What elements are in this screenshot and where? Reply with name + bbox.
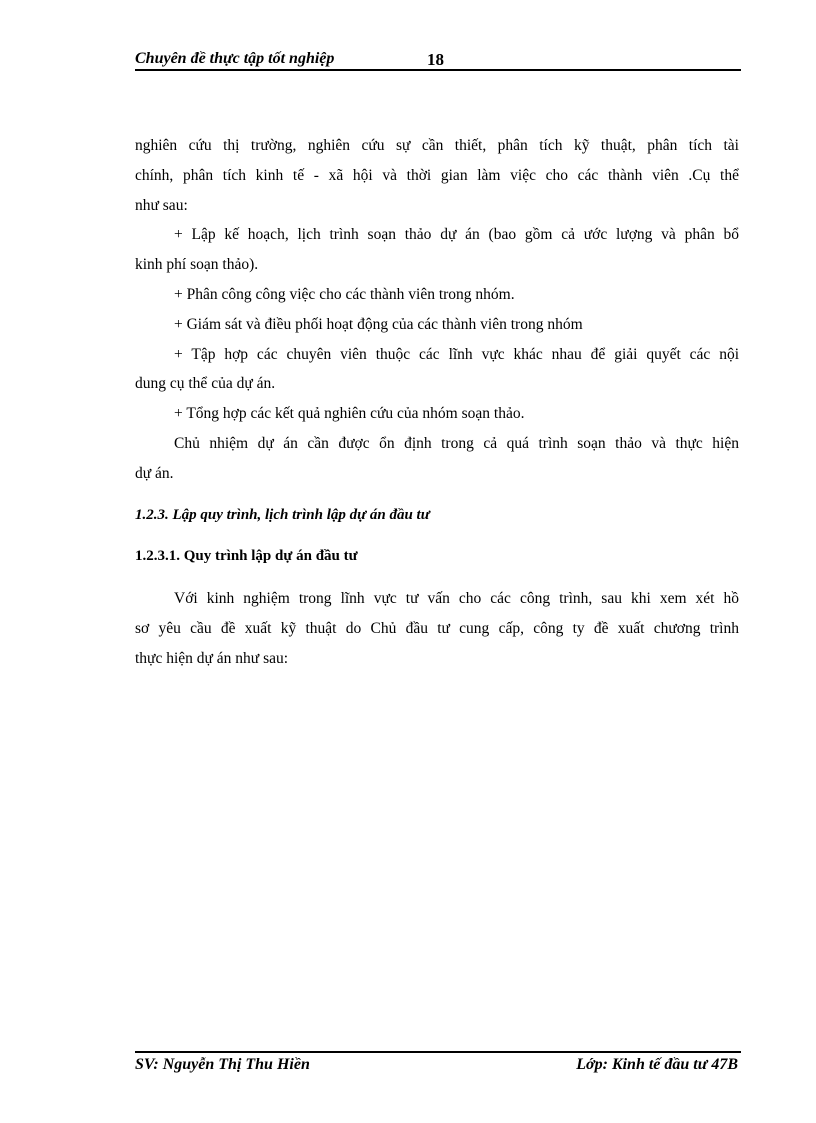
bullet-line: + Tập hợp các chuyên viên thuộc các lĩnh vực khác nhau để giải quyết các nội — [174, 345, 739, 363]
paragraph-line: chính, phân tích kinh tế - xã hội và thời gian làm việc cho các thành viên .Cụ thể — [135, 166, 739, 184]
page-header — [135, 46, 741, 70]
bullet-line: + Phân công công việc cho các thành viên trong nhóm. — [174, 285, 515, 303]
paragraph-line: nghiên cứu thị trường, nghiên cứu sự cần thiết, phân tích kỹ thuật, phân tích tài — [135, 137, 739, 154]
paragraph-line: dự án. — [135, 464, 174, 482]
paragraph-line: Chủ nhiệm dự án cần được ổn định trong cả quá trình soạn thảo và thực hiện — [174, 434, 739, 452]
footer-class-name: Lớp: Kinh tế đầu tư 47B — [576, 1056, 738, 1073]
paragraph-line: như sau: — [135, 196, 188, 214]
header-divider — [135, 69, 741, 71]
bullet-line: + Tổng hợp các kết quả nghiên cứu của nhóm soạn thảo. — [174, 405, 525, 423]
paragraph-line: Với kinh nghiệm trong lĩnh vực tư vấn cho các công trình, sau khi xem xét hồ — [174, 590, 739, 608]
header-title: Chuyên đề thực tập tốt nghiệp — [135, 50, 335, 67]
bullet-line: dung cụ thể của dự án. — [135, 375, 276, 393]
document-body — [135, 131, 739, 674]
page-number: 18 — [427, 50, 444, 69]
bullet-line: + Lập kế hoạch, lịch trình soạn thảo dự án (bao gồm cả ước lượng và phân bổ — [174, 226, 739, 244]
paragraph-line: thực hiện dự án như sau: — [135, 649, 289, 667]
section-heading-1-2-3: 1.2.3. Lập quy trình, lịch trình lập dự án đầu tư — [135, 506, 430, 523]
footer-student-name: SV: Nguyễn Thị Thu Hiền — [135, 1056, 310, 1073]
bullet-line: + Giám sát và điều phối hoạt động của các thành viên trong nhóm — [174, 315, 583, 333]
bullet-line: kinh phí soạn thảo). — [135, 256, 259, 274]
paragraph-line: sơ yêu cầu đề xuất kỹ thuật do Chủ đầu tư cung cấp, công ty đề xuất chương trình — [135, 619, 739, 637]
footer-divider — [135, 1051, 741, 1053]
section-heading-1-2-3-1: 1.2.3.1. Quy trình lập dự án đầu tư — [135, 548, 358, 565]
